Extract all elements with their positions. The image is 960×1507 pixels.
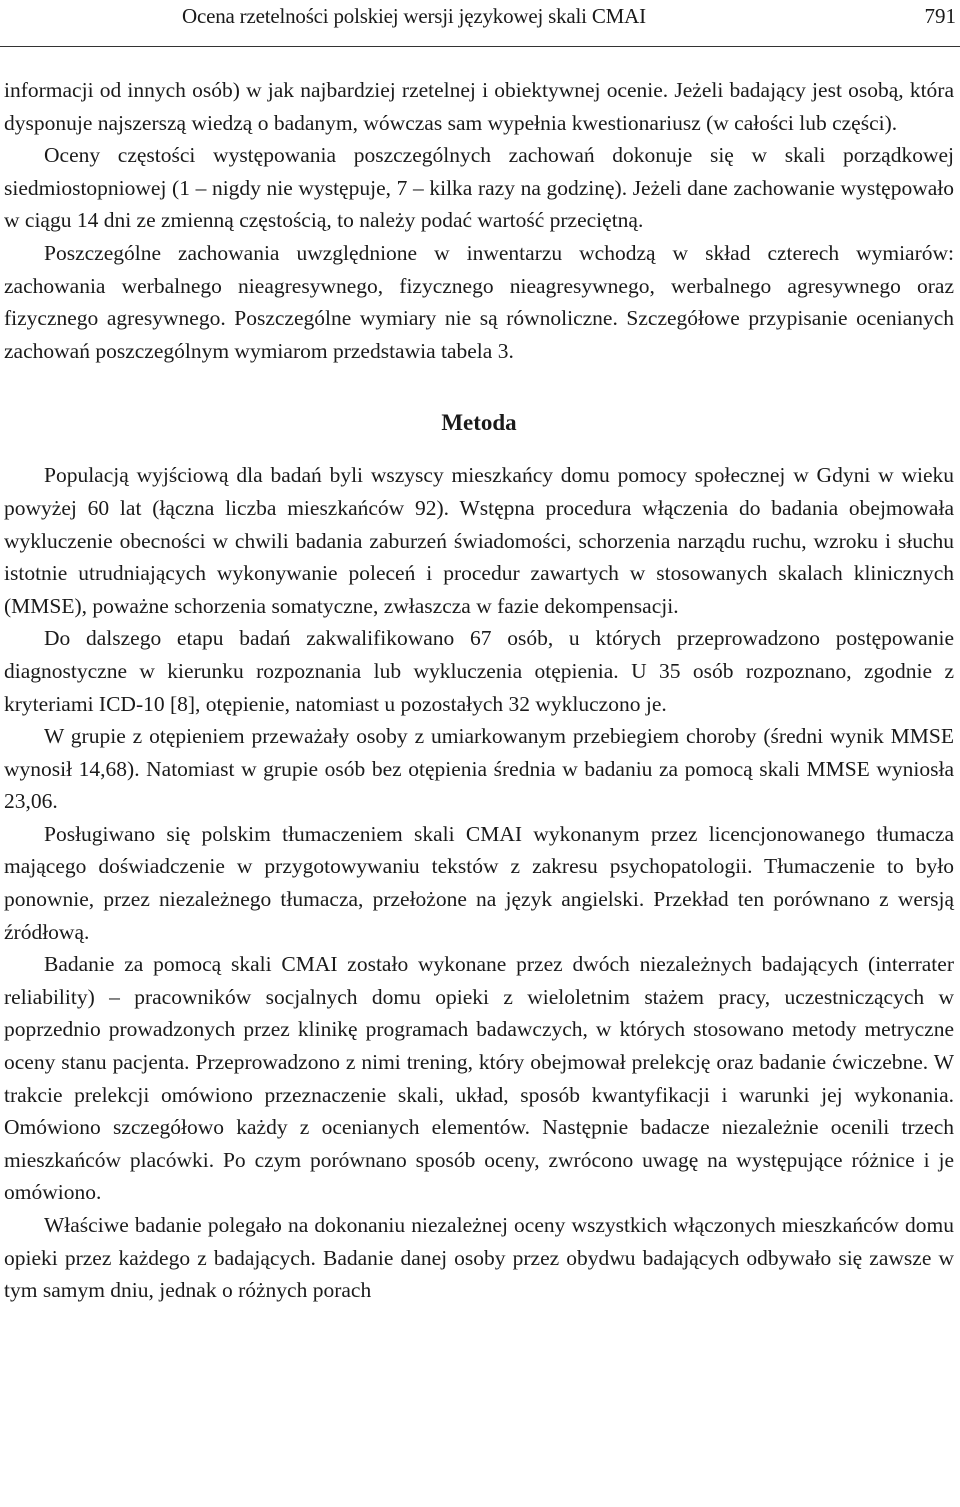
page-number: 791 — [924, 4, 956, 28]
paragraph: Właściwe badanie polegało na dokonaniu niezależnej oceny wszystkich włączonych mieszkańców domu opieki przez każdego z badających. Badanie danej osoby przez obydwu badających odbywało się zawsze w tym samym dniu, jednak o różnych porach — [4, 1213, 954, 1303]
body-text — [4, 74, 954, 1307]
paragraph: Oceny częstości występowania poszczególnych zachowań dokonuje się w skali porządkowej siedmiostopniowej (1 – nigdy nie występuje, 7 – kilka razy na godzinę). Jeżeli dane zachowanie występowało w ciągu 14 dni ze zmienną częstością, to należy podać wartość przeciętną. — [4, 143, 954, 233]
paragraph: Poszczególne zachowania uwzględnione w inwentarzu wchodzą w skład czterech wymiarów: zachowania werbalnego nieagresywnego, fizycznego nieagresywnego, werbalnego agresywnego oraz fizycznego agresywnego. Poszczególne wymiary nie są równoliczne. Szczegółowe przypisanie ocenianych zachowań poszczególnym wymiarom przedstawia tabela 3. — [4, 240, 954, 363]
running-title: Ocena rzetelności polskiej wersji językowej skali CMAI — [182, 4, 646, 28]
paragraph: informacji od innych osób) w jak najbardziej rzetelnej i obiektywnej ocenie. Jeżeli badający jest osobą, która dysponuje najszerszą wiedzą o badanym, wówczas sam wypełnia kwestionariusz (w całości lub części). — [4, 78, 954, 135]
page-header — [0, 0, 960, 47]
paragraph: Populacją wyjściową dla badań byli wszyscy mieszkańcy domu pomocy społecznej w Gdyni w wieku powyżej 60 lat (łączna liczba mieszkańców 92). Wstępna procedura włączenia do badania obejmowała wykluczenie obecności w chwili badania zaburzeń świadomości, schorzenia narządu ruchu, wzroku i słuchu istotnie utrudniających wykonywanie poleceń i procedur zawartych w stosowanych skalach klinicznych (MMSE), poważne schorzenia somatyczne, zwłaszcza w fazie dekompensacji. — [4, 463, 954, 618]
paragraph: Do dalszego etapu badań zakwalifikowano 67 osób, u których przeprowadzono postępowanie diagnostyczne w kierunku rozpoznania lub wykluczenia otępienia. U 35 osób rozpoznano, zgodnie z kryteriami ICD-10 [8], otępienie, natomiast u pozostałych 32 wykluczono je. — [4, 626, 954, 716]
section-heading: Metoda — [441, 410, 517, 436]
paragraph: W grupie z otępieniem przeważały osoby z umiarkowanym przebiegiem choroby (średni wynik MMSE wynosił 14,68). Natomiast w grupie osób bez otępienia średnia w badaniu za pomocą skali MMSE wyniosła 23,06. — [4, 724, 954, 814]
paragraph: Posługiwano się polskim tłumaczeniem skali CMAI wykonanym przez licencjonowanego tłumacza mającego doświadczenie w przygotowywaniu tekstów z zakresu psychopatologii. Tłumaczenie to było ponownie, przez niezależnego tłumacza, przełożone na język angielski. Przekład ten porównano z wersją źródłową. — [4, 821, 954, 944]
paragraph: Badanie za pomocą skali CMAI zostało wykonane przez dwóch niezależnych badających (interrater reliability) – pracowników socjalnych domu opieki z wieloletnim stażem pracy, uczestniczących w poprzednio prowadzonych przez klinikę programach badawczych, w których stosowano metody metryczne oceny stanu pacjenta. Przeprowadzono z nimi trening, który obejmował prelekcję oraz badanie ćwiczebne. W trakcie prelekcji omówiono przeznaczenie skali, układ, sposób kwantyfikacji i warunki jej wykonania. Omówiono szczegółowo każdy z ocenianych elementów. Następnie badacze niezależnie ocenili trzech mieszkańców placówki. Po czym porównano sposób oceny, zwrócono uwagę na występujące różnice i je omówiono. — [4, 952, 954, 1205]
